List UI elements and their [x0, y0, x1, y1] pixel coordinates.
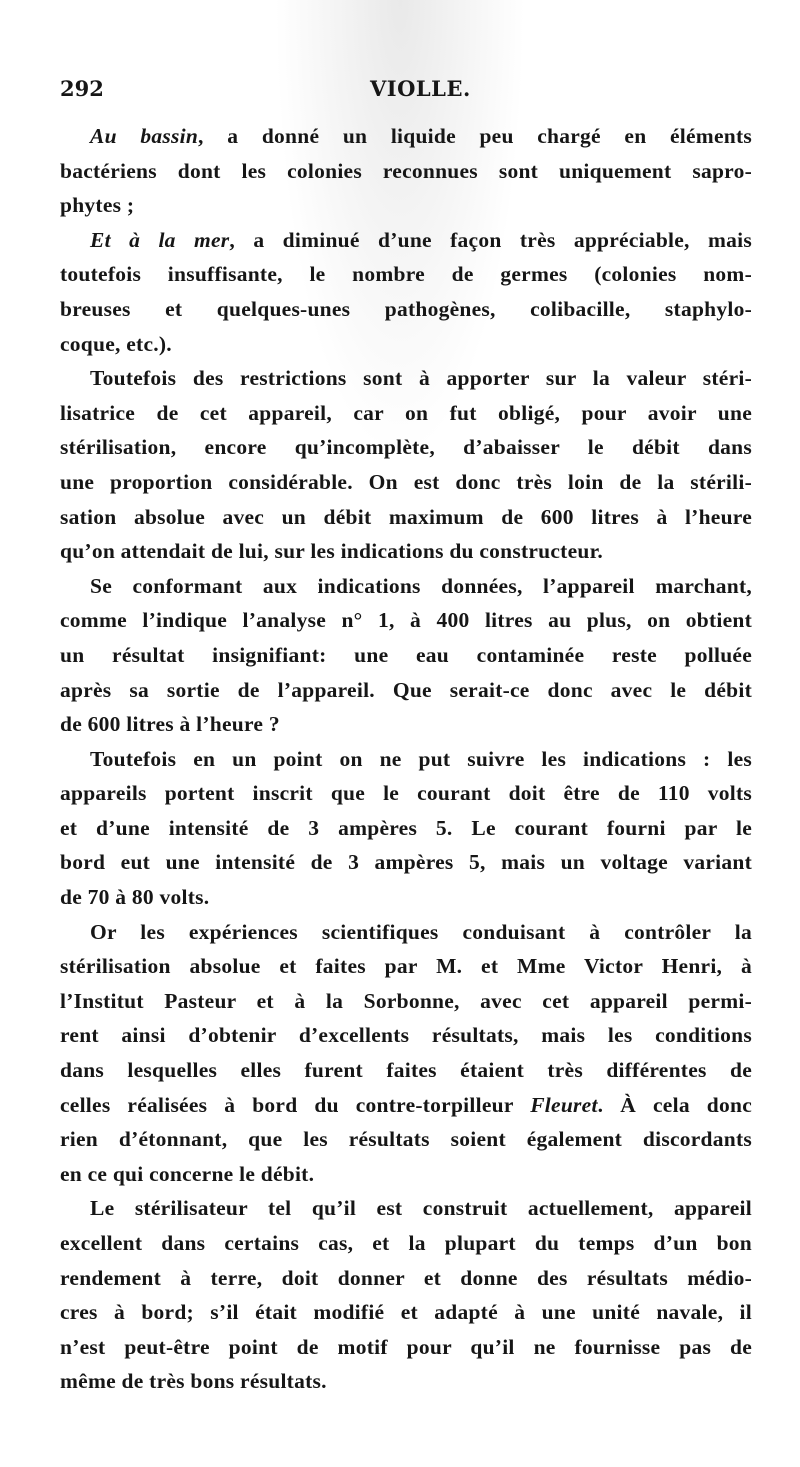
text-run: comme l’indique l’analyse n° 1, à 400 litres au plus, on obtient	[60, 608, 752, 633]
text-run: en ce qui concerne le débit.	[60, 1161, 315, 1186]
text-line	[60, 915, 752, 950]
text-run: un résultat insignifiant: une eau contaminée reste polluée	[60, 642, 752, 667]
text-run: celles réalisées à bord du contre-torpilleur	[60, 1092, 531, 1117]
text-run: qu’on attendait de lui, sur les indications du constructeur.	[60, 539, 604, 564]
text-run: . À cela donc	[597, 1092, 752, 1117]
text-run: bactériens dont les colonies reconnues sont uniquement sapro-	[60, 158, 752, 183]
text-run: l’Institut Pasteur et à la Sorbonne, avec cet appareil permi-	[60, 988, 752, 1013]
text-line	[60, 880, 752, 915]
text-run: et d’une intensité de 3 ampères 5. Le courant fourni par le	[60, 815, 752, 840]
text-line	[60, 430, 752, 465]
text-run: breuses et quelques-unes pathogènes, colibacille, staphylo-	[60, 296, 752, 321]
text-line	[60, 1330, 752, 1365]
text-run: de 70 à 80 volts.	[60, 885, 210, 910]
text-run: stérilisation absolue et faites par M. et Mme Victor Henri, à	[60, 954, 752, 979]
running-head: VIOLLE.	[370, 76, 471, 101]
text-line	[60, 188, 752, 223]
text-line	[60, 1226, 752, 1261]
text-run: rien d’étonnant, que les résultats soient également discordants	[60, 1127, 752, 1152]
text-line	[60, 742, 752, 777]
text-line	[60, 1122, 752, 1157]
text-line	[60, 1088, 752, 1123]
text-run: Or les expériences scientifiques conduisant à contrôler la	[90, 919, 752, 944]
text-line	[60, 984, 752, 1019]
text-line	[60, 776, 752, 811]
text-run: cres à bord; s’il était modifié et adapté à une unité navale, il	[60, 1300, 752, 1325]
page-header	[60, 76, 750, 112]
text-line	[60, 119, 752, 154]
text-line	[60, 154, 752, 189]
text-line	[60, 223, 752, 258]
text-line	[60, 673, 752, 708]
text-line	[60, 396, 752, 431]
text-run: même de très bons résultats.	[60, 1369, 327, 1394]
text-run: Toutefois en un point on ne put suivre les indications : les	[90, 746, 752, 771]
text-run: Le stérilisateur tel qu’il est construit actuellement, appareil	[90, 1196, 752, 1221]
text-line	[60, 361, 752, 396]
text-line	[60, 638, 752, 673]
text-run: Toutefois des restrictions sont à apporter sur la valeur stéri-	[90, 366, 752, 391]
text-line	[60, 603, 752, 638]
italic-text: Et à la mer	[90, 227, 230, 252]
text-line	[60, 1018, 752, 1053]
text-line	[60, 465, 752, 500]
italic-text: Fleuret	[530, 1092, 598, 1117]
text-run: , a donné un liquide peu chargé en éléments	[198, 124, 752, 148]
text-line	[60, 1364, 752, 1399]
page-number: 292	[60, 76, 104, 101]
text-run: après sa sortie de l’appareil. Que serait-ce donc avec le débit	[60, 677, 752, 702]
text-line	[60, 707, 752, 742]
text-line	[60, 327, 752, 362]
text-line	[60, 1191, 752, 1226]
text-run: excellent dans certains cas, et la plupart du temps d’un bon	[60, 1231, 752, 1255]
text-run: , a diminué d’une façon très appréciable, mais	[229, 227, 753, 252]
text-run: Se conformant aux indications données, l’appareil marchant,	[90, 573, 752, 598]
text-line	[60, 1157, 752, 1192]
text-run: lisatrice de cet appareil, car on fut obligé, pour avoir une	[60, 400, 752, 425]
text-run: de 600 litres à l’heure ?	[60, 712, 280, 737]
text-line	[60, 1261, 752, 1296]
text-run: bord eut une intensité de 3 ampères 5, mais un voltage variant	[60, 850, 752, 875]
text-run: phytes ;	[60, 193, 135, 218]
text-run: sation absolue avec un débit maximum de 600 litres à l’heure	[60, 504, 752, 529]
text-line	[60, 534, 752, 569]
body-text	[60, 119, 752, 1399]
text-line	[60, 1053, 752, 1088]
text-line	[60, 500, 752, 535]
text-run: appareils portent inscrit que le courant doit être de 110 volts	[60, 781, 752, 806]
italic-text: Au bassin	[90, 124, 199, 148]
text-line	[60, 569, 752, 604]
text-line	[60, 257, 752, 292]
text-line	[60, 292, 752, 327]
text-run: rent ainsi d’obtenir d’excellents résultats, mais les conditions	[60, 1023, 752, 1048]
text-run: stérilisation, encore qu’incomplète, d’abaisser le débit dans	[60, 435, 752, 460]
text-run: toutefois insuffisante, le nombre de germes (colonies nom-	[60, 262, 752, 287]
text-run: n’est peut-être point de motif pour qu’il ne fournisse pas de	[60, 1334, 752, 1359]
text-line	[60, 845, 752, 880]
text-run: dans lesquelles elles furent faites étaient très différentes de	[60, 1058, 752, 1083]
text-run: rendement à terre, doit donner et donne des résultats médio-	[60, 1265, 752, 1290]
text-run: une proportion considérable. On est donc très loin de la stérili-	[60, 469, 752, 494]
text-run: coque, etc.).	[60, 331, 172, 356]
text-line	[60, 811, 752, 846]
text-line	[60, 1295, 752, 1330]
text-line	[60, 949, 752, 984]
